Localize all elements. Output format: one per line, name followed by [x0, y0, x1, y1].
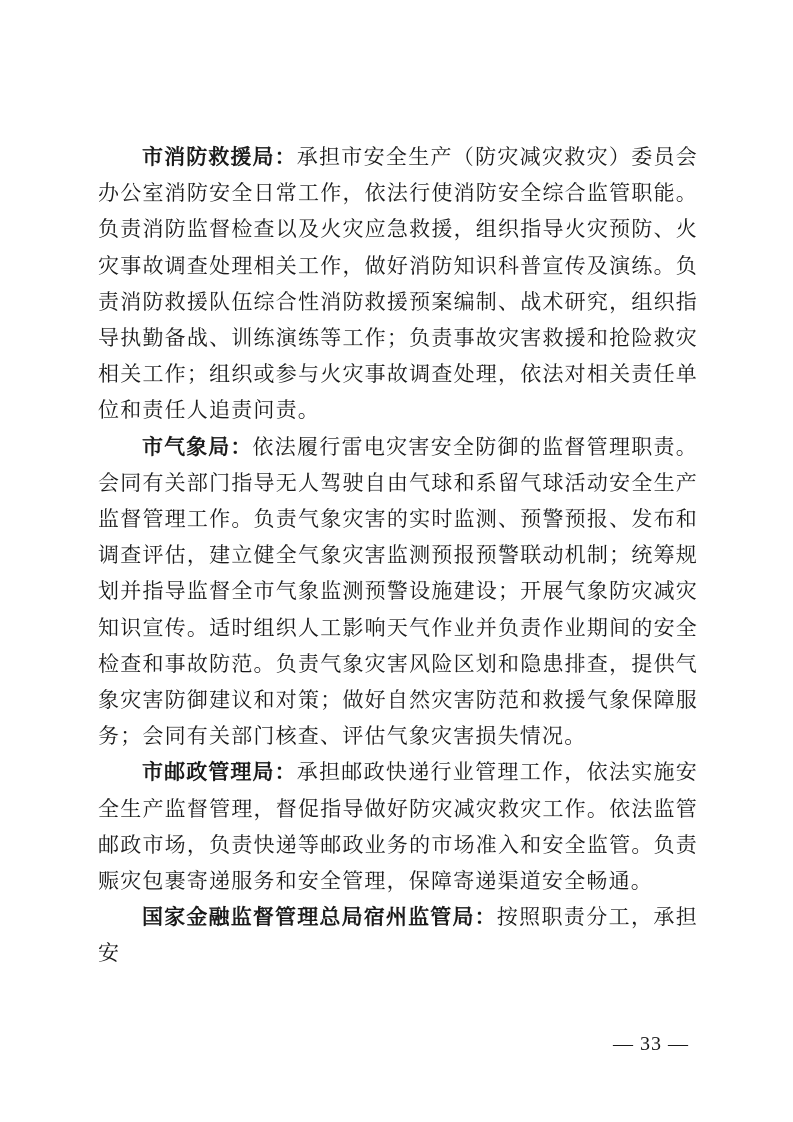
page-number: — 33 — — [613, 1033, 689, 1055]
paragraph-fire-rescue-bureau — [98, 139, 698, 429]
paragraph-financial-regulatory-bureau — [98, 899, 698, 971]
paragraph-text: 按照职责分工，承担安 — [98, 905, 698, 966]
paragraph-text: 依法履行雷电灾害安全防御的监督管理职责。会同有关部门指导无人驾驶自由气球和系留气球活动安全生产监督管理工作。负责气象灾害的实时监测、预警预报、发布和调查评估，建立健全气象灾害监测预报预警联动机制；统筹规划并指导监督全市气象监测预警设施建设；开展气象防灾减灾知识宣传。适时组织人工影响天气作业并负责作业期间的安全检查和事故防范。负责气象灾害风险区划和隐患排查，提供气象灾害防御建议和对策；做好自然灾害防范和救援气象保障服务；会同有关部门核查、评估气象灾害损失情况。 — [98, 434, 699, 749]
paragraph-text: 承担市安全生产（防灾减灾救灾）委员会办公室消防安全日常工作，依法行使消防安全综合监管职能。负责消防监督检查以及火灾应急救援，组织指导火灾预防、火灾事故调查处理相关工作，做好消防知识科普宣传及演练。负责消防救援队伍综合性消防救援预案编制、战术研究，组织指导执勤备战、训练演练等工作；负责事故灾害救援和抢险救灾相关工作；组织或参与火灾事故调查处理，依法对相关责任单位和责任人追责问责。 — [98, 145, 698, 423]
paragraph-postal-bureau — [98, 754, 698, 899]
paragraph-text: 承担邮政快递行业管理工作，依法实施安全生产监督管理，督促指导做好防灾减灾救灾工作。依法监管邮政市场，负责快递等邮政业务的市场准入和安全监管。负责赈灾包裹寄递服务和安全管理，保障寄递渠道安全畅通。 — [98, 760, 698, 894]
paragraph-heading: 市邮政管理局： — [142, 760, 297, 785]
document-body — [98, 139, 698, 972]
paragraph-heading: 市气象局： — [142, 434, 253, 459]
paragraph-meteorological-bureau — [98, 429, 698, 755]
paragraph-heading: 国家金融监督管理总局宿州监管局： — [142, 905, 497, 930]
paragraph-heading: 市消防救援局： — [142, 145, 297, 169]
